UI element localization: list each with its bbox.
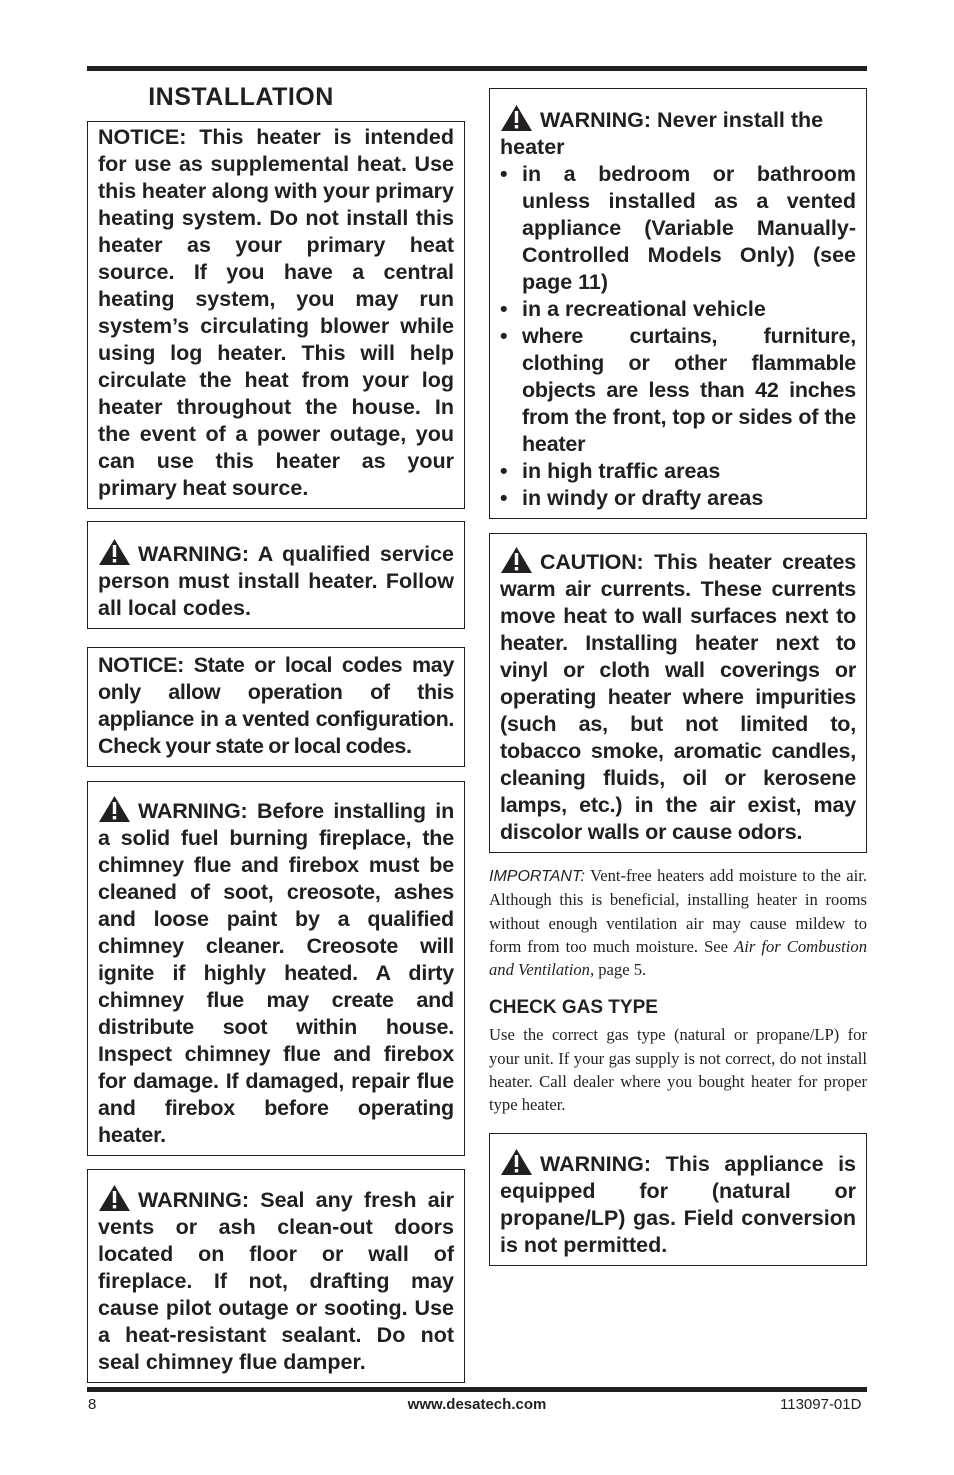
list-item: • in a bedroom or bathroom unless installed as a vented appliance (Variable Manually-Controlled Models Only) (see page 11) xyxy=(500,162,856,294)
notice-supplemental-heat xyxy=(87,121,465,509)
check-gas-text: Use the correct gas type (natural or propane/LP) for your unit. If your gas supply is not correct, do not install heater. Call dealer where you bought heater for proper type heater. xyxy=(489,1025,867,1115)
section-title: INSTALLATION xyxy=(148,83,334,111)
warning-text: WARNING: This appliance is equipped for (natural or propane/LP) gas. Field conversion is not permitted. xyxy=(500,1151,856,1257)
right-column xyxy=(489,88,867,1266)
check-gas-heading: CHECK GAS TYPE xyxy=(489,997,658,1019)
caution-text: CAUTION: This heater creates warm air currents. These currents move heat to wall surfaces next to heater. Installing heater next to vinyl or cloth wall coverings or operating heater where impurities (such as, but not limited to, tobacco smoke, aromatic candles, cleaning fluids, oil or kerosene lamps, etc.) in the air exist, may discolor walls or cause odors. xyxy=(500,550,856,844)
section-reference: Air for Combustion and Ventilation xyxy=(489,936,867,980)
notice-text: NOTICE: State or local codes may only allow operation of this appliance in a vented configuration. Check your state or local codes. xyxy=(98,653,454,758)
warning-text: WARNING: A qualified service person must install heater. Follow all local codes. xyxy=(98,542,454,620)
warning-triangle-icon xyxy=(500,1148,533,1174)
bottom-rule xyxy=(87,1387,867,1392)
important-note: IMPORTANT: Vent-free heaters add moisture to the air. Although this is beneficial, installing heater in rooms without enough ventilation air may cause mildew to form from too much moisture. See Air for Combustion and Ventilation, page 5. xyxy=(489,866,867,980)
list-item: • in high traffic areas xyxy=(500,459,721,483)
list-item: • in windy or drafty areas xyxy=(500,486,764,510)
warning-gas-conversion xyxy=(489,1133,867,1266)
warning-triangle-icon xyxy=(98,538,131,564)
warning-triangle-icon xyxy=(98,1184,131,1210)
top-rule xyxy=(87,66,867,71)
list-item: • where curtains, furniture, clothing or other flammable objects are less than 42 inches from the front, top or sides of the heater xyxy=(500,324,856,456)
caution-warm-air xyxy=(489,533,867,853)
notice-local-codes xyxy=(87,647,465,767)
document-number: 113097-01D xyxy=(780,1396,862,1413)
warning-text: WARNING: Before installing in a solid fuel burning fireplace, the chimney flue and firebox must be cleaned of soot, creosote, ashes and loose paint by a qualified chimney cleaner. Creosote will ignite if highly heated. A dirty chimney flue may create and distribute soot within house. Inspect chimney flue and firebox for damage. If damaged, repair flue and firebox before operating heater. xyxy=(98,799,454,1147)
list-item: • in a recreational vehicle xyxy=(500,297,766,321)
website-link[interactable]: www.desatech.com xyxy=(407,1396,547,1413)
left-column xyxy=(87,83,465,1383)
warning-qualified-service xyxy=(87,521,465,629)
page-number: 8 xyxy=(88,1396,97,1413)
warning-never-install xyxy=(489,88,867,519)
important-label: IMPORTANT: xyxy=(489,868,585,885)
warning-triangle-icon xyxy=(98,795,131,821)
notice-text: NOTICE: This heater is intended for use as supplemental heat. Use this heater along with your primary heating system. Do not install this heater as your primary heat source. If you have a central heating system, you may run system’s circulating blower while using log heater. This will help circulate the heat from your log heater throughout the house. In the event of a power outage, you can use this heater as your primary heat source. xyxy=(98,125,454,500)
bullet-list xyxy=(500,161,856,512)
warning-solid-fuel-fireplace xyxy=(87,781,465,1156)
warning-text: WARNING: Seal any fresh air vents or ash clean-out doors located on floor or wall of fireplace. If not, drafting may cause pilot outage or sooting. Use a heat-resistant sealant. Do not seal chimney flue damper. xyxy=(98,1188,454,1374)
warning-triangle-icon xyxy=(500,546,533,572)
warning-seal-air-vents xyxy=(87,1169,465,1383)
warning-triangle-icon xyxy=(500,104,533,130)
warning-lead: WARNING: Never install the heater xyxy=(500,108,824,159)
